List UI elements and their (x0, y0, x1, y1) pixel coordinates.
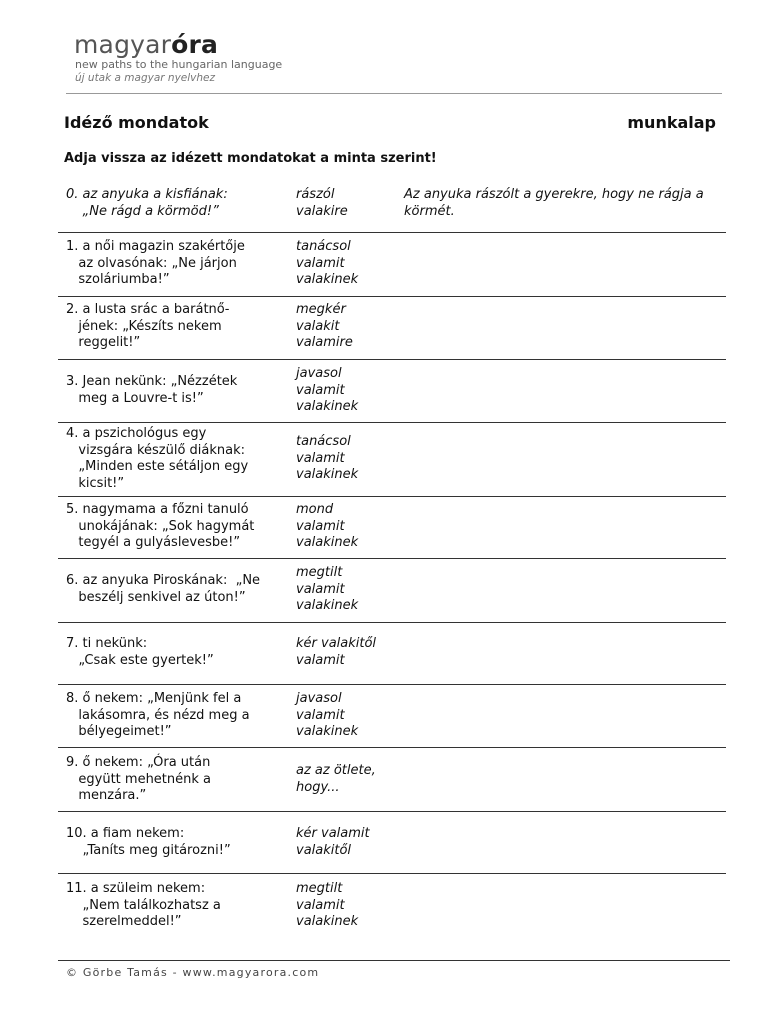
row-verb: javasol valamit valakinek (296, 366, 359, 414)
row-quote: 5. nagymama a főzni tanuló unokájának: „Sok hagymát tegyél a gulyáslevesbe!” (66, 502, 255, 550)
logo-wordmark (74, 30, 218, 60)
row-quote: 9. ő nekem: „Óra után együtt mehetnénk a menzára.” (66, 755, 212, 803)
logo-suffix: óra (171, 30, 219, 59)
row-divider (58, 422, 726, 423)
logo-tagline-english: new paths to the hungarian language (75, 58, 283, 71)
row-verb: kér valamit valakitől (296, 826, 370, 858)
row-divider (58, 558, 726, 559)
row-quote: 1. a női magazin szakértője az olvasónak: „Ne járjon szoláriumba!” (66, 239, 245, 287)
logo-tagline-hungarian: új utak a magyar nyelvhez (75, 72, 216, 84)
row-divider (58, 496, 726, 497)
row-quote: 10. a fiam nekem: „Taníts meg gitározni!” (66, 826, 231, 858)
row-verb: megtilt valamit valakinek (296, 565, 359, 613)
magyarora-logo (74, 30, 283, 84)
row-divider (58, 359, 726, 360)
row-verb: javasol valamit valakinek (296, 691, 359, 739)
row-divider (58, 747, 726, 748)
row-verb: mond valamit valakinek (296, 502, 359, 550)
worksheet-label: munkalap (627, 113, 716, 132)
footer-copyright: © Görbe Tamás - www.magyarora.com (66, 966, 320, 979)
row-quote: 0. az anyuka a kisfiának: „Ne rágd a körmöd!” (66, 187, 228, 219)
row-verb: rászól valakire (296, 187, 348, 219)
row-verb: kér valakitől valamit (296, 636, 377, 668)
page-title: Idéző mondatok (64, 113, 209, 132)
header-divider (66, 93, 722, 94)
row-divider (58, 296, 726, 297)
row-verb: tanácsol valamit valakinek (296, 434, 359, 482)
row-quote: 2. a lusta srác a barátnő- jének: „Készíts nekem reggelit!” (66, 302, 230, 350)
row-quote: 7. ti nekünk: „Csak este gyertek!” (66, 636, 214, 668)
row-divider (58, 622, 726, 623)
footer-divider (58, 960, 730, 961)
row-verb: megkér valakit valamire (296, 302, 353, 350)
row-quote: 4. a pszichológus egy vizsgára készülő diáknak: „Minden este sétáljon egy kicsit!” (66, 426, 249, 491)
row-quote: 6. az anyuka Piroskának: „Ne beszélj senkivel az úton!” (66, 573, 261, 605)
row-quote: 3. Jean nekünk: „Nézzétek meg a Louvre-t is!” (66, 374, 238, 406)
row-answer: Az anyuka rászólt a gyerekre, hogy ne rágja a körmét. (404, 187, 704, 219)
logo-prefix: magyar (74, 30, 172, 59)
row-divider (58, 873, 726, 874)
instruction-text: Adja vissza az idézett mondatokat a minta szerint! (64, 151, 437, 166)
row-divider (58, 232, 726, 233)
row-verb: az az ötlete, hogy... (296, 763, 376, 795)
row-divider (58, 811, 726, 812)
row-verb: tanácsol valamit valakinek (296, 239, 359, 287)
row-verb: megtilt valamit valakinek (296, 881, 359, 929)
row-quote: 8. ő nekem: „Menjünk fel a lakásomra, és nézd meg a bélyegeimet!” (66, 691, 250, 739)
row-divider (58, 684, 726, 685)
row-quote: 11. a szüleim nekem: „Nem találkozhatsz a szerelmeddel!” (66, 881, 221, 929)
